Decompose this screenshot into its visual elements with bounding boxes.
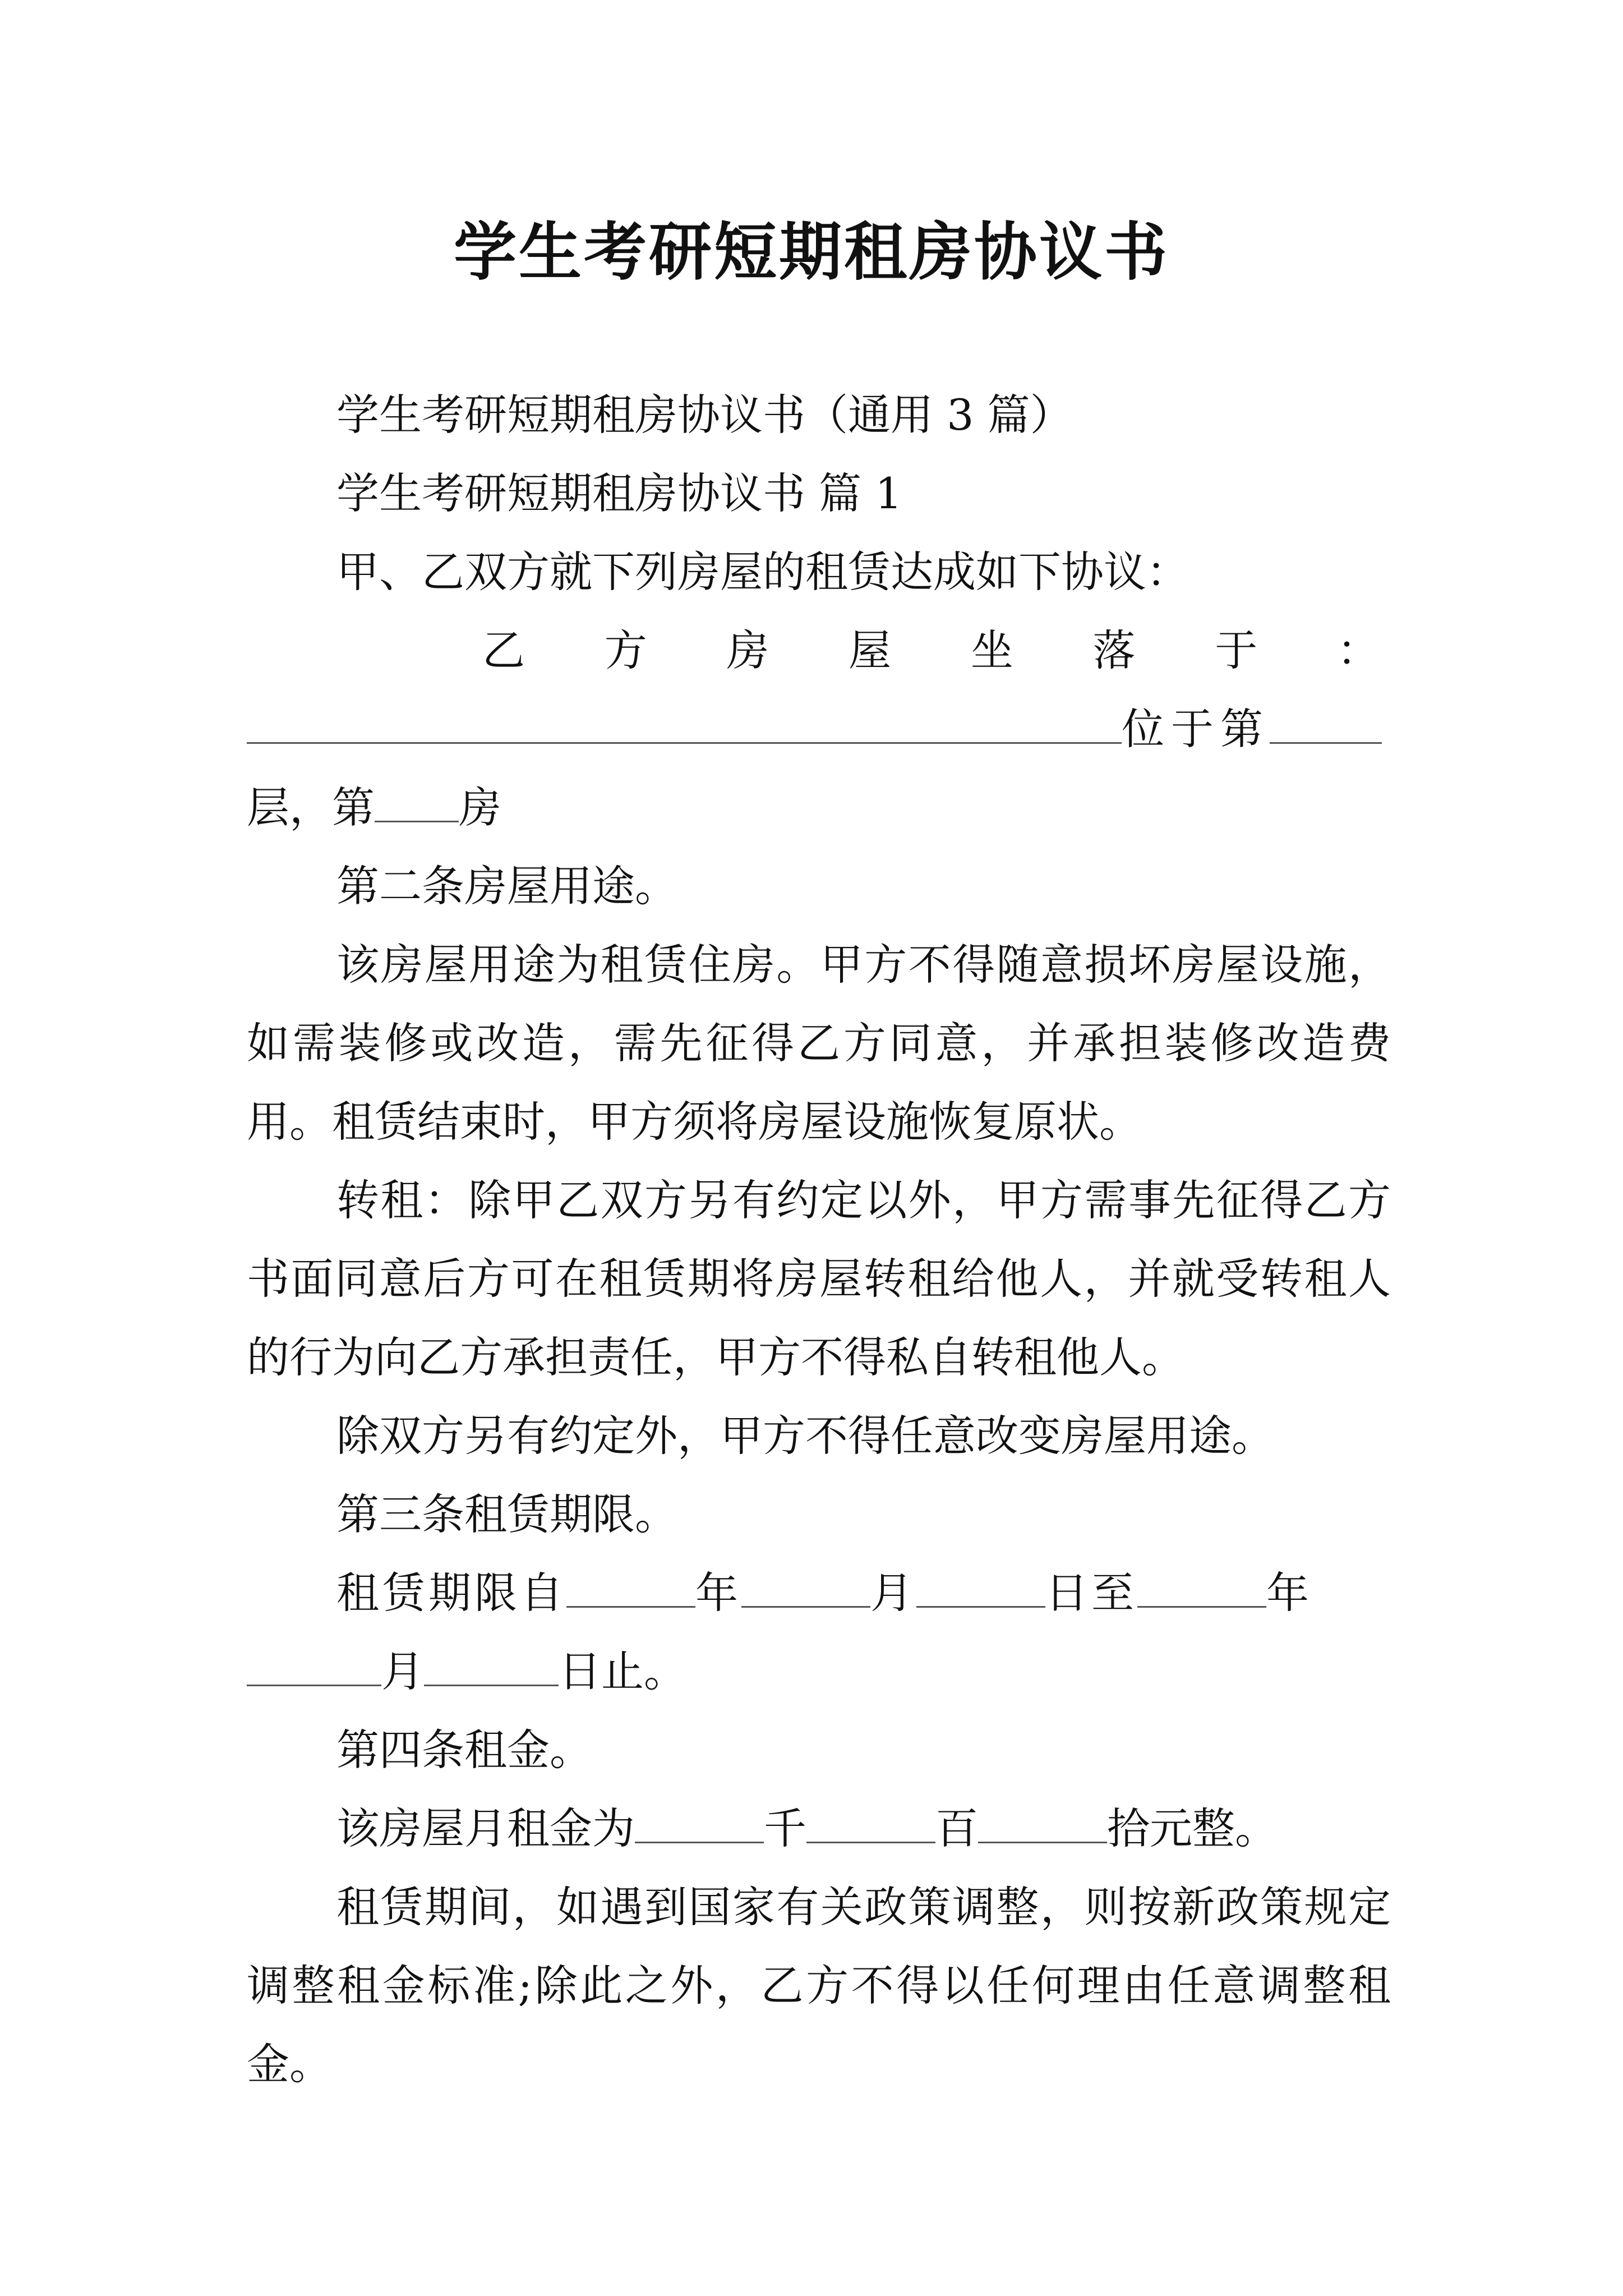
spread-char: 于 <box>1215 625 1258 675</box>
spread-char: 方 <box>604 625 647 675</box>
spread-char: 乙 <box>482 625 525 675</box>
article-4-heading: 第四条租金。 <box>336 1725 592 1775</box>
month-text: 月 <box>381 1646 424 1696</box>
rent-adjust-paragraph: 租赁期间，如遇到国家有关政策调整，则按新政策规定调整租金标准;除此之外，乙方不得以任何理由任意调整租金。 <box>247 1882 1391 2089</box>
spread-char: 坐 <box>970 625 1013 675</box>
spread-char: 屋 <box>849 625 892 675</box>
blank-start-day[interactable] <box>916 1567 1045 1608</box>
floor-text: 层，第 <box>247 783 375 832</box>
spread-char: 房 <box>726 625 769 675</box>
tens-text: 拾元整。 <box>1107 1803 1278 1853</box>
blank-end-year[interactable] <box>1137 1567 1266 1608</box>
blank-end-month[interactable] <box>247 1645 381 1686</box>
location-text: 位于第 <box>1122 704 1270 754</box>
year-text: 年 <box>1266 1568 1312 1618</box>
article-2-heading: 第二条房屋用途。 <box>336 861 677 911</box>
room-text: 房 <box>459 783 501 832</box>
rent-line <box>247 1789 1391 1868</box>
blank-address[interactable] <box>247 703 1122 744</box>
article-2-paragraph: 该房屋用途为租赁住房。甲方不得随意损坏房屋设施，如需装修或改造，需先征得乙方同意，并承担装修改造费用。租赁结束时，甲方须将房屋设施恢复原状。 <box>247 940 1391 1147</box>
article-3-heading: 第三条租赁期限。 <box>336 1489 677 1539</box>
blank-start-year[interactable] <box>566 1567 695 1608</box>
rent-text: 该房屋月租金为 <box>336 1803 635 1853</box>
paragraph-location <box>247 611 1391 690</box>
blank-tens[interactable] <box>978 1802 1107 1843</box>
lease-term-line <box>247 1554 1391 1632</box>
blank-hundreds[interactable] <box>806 1802 935 1843</box>
month-text: 月 <box>870 1568 916 1618</box>
lease-term-line-2 <box>247 1632 1391 1711</box>
section-heading: 学生考研短期租房协议书 篇 1 <box>336 468 902 518</box>
thousand-text: 千 <box>764 1803 806 1853</box>
blank-start-month[interactable] <box>741 1567 870 1608</box>
hundred-text: 百 <box>935 1803 978 1853</box>
document-body <box>247 376 1391 2104</box>
blank-room[interactable] <box>375 781 459 822</box>
end-text: 日止。 <box>559 1646 686 1696</box>
usage-paragraph: 除双方另有约定外，甲方不得任意改变房屋用途。 <box>336 1411 1274 1461</box>
spread-char: 落 <box>1092 625 1136 675</box>
location-blank-line <box>247 690 1391 769</box>
sublease-paragraph: 转租：除甲乙双方另有约定以外，甲方需事先征得乙方书面同意后方可在租赁期将房屋转租给他人，并就受转租人的行为向乙方承担责任，甲方不得私自转租他人。 <box>247 1175 1391 1382</box>
document-title: 学生考研短期租房协议书 <box>454 216 1169 289</box>
blank-floor[interactable] <box>1270 703 1382 744</box>
blank-end-day[interactable] <box>424 1645 559 1686</box>
term-from-text: 租赁期限自 <box>336 1568 566 1618</box>
spread-char: ： <box>1336 625 1380 675</box>
paragraph-intro: 甲、乙双方就下列房屋的租赁达成如下协议： <box>336 547 1189 597</box>
day-to-text: 日至 <box>1045 1568 1137 1618</box>
blank-thousands[interactable] <box>635 1802 764 1843</box>
subtitle-line: 学生考研短期租房协议书（通用 3 篇） <box>336 390 1073 440</box>
floor-room-line <box>247 769 1391 847</box>
year-text: 年 <box>695 1568 741 1618</box>
